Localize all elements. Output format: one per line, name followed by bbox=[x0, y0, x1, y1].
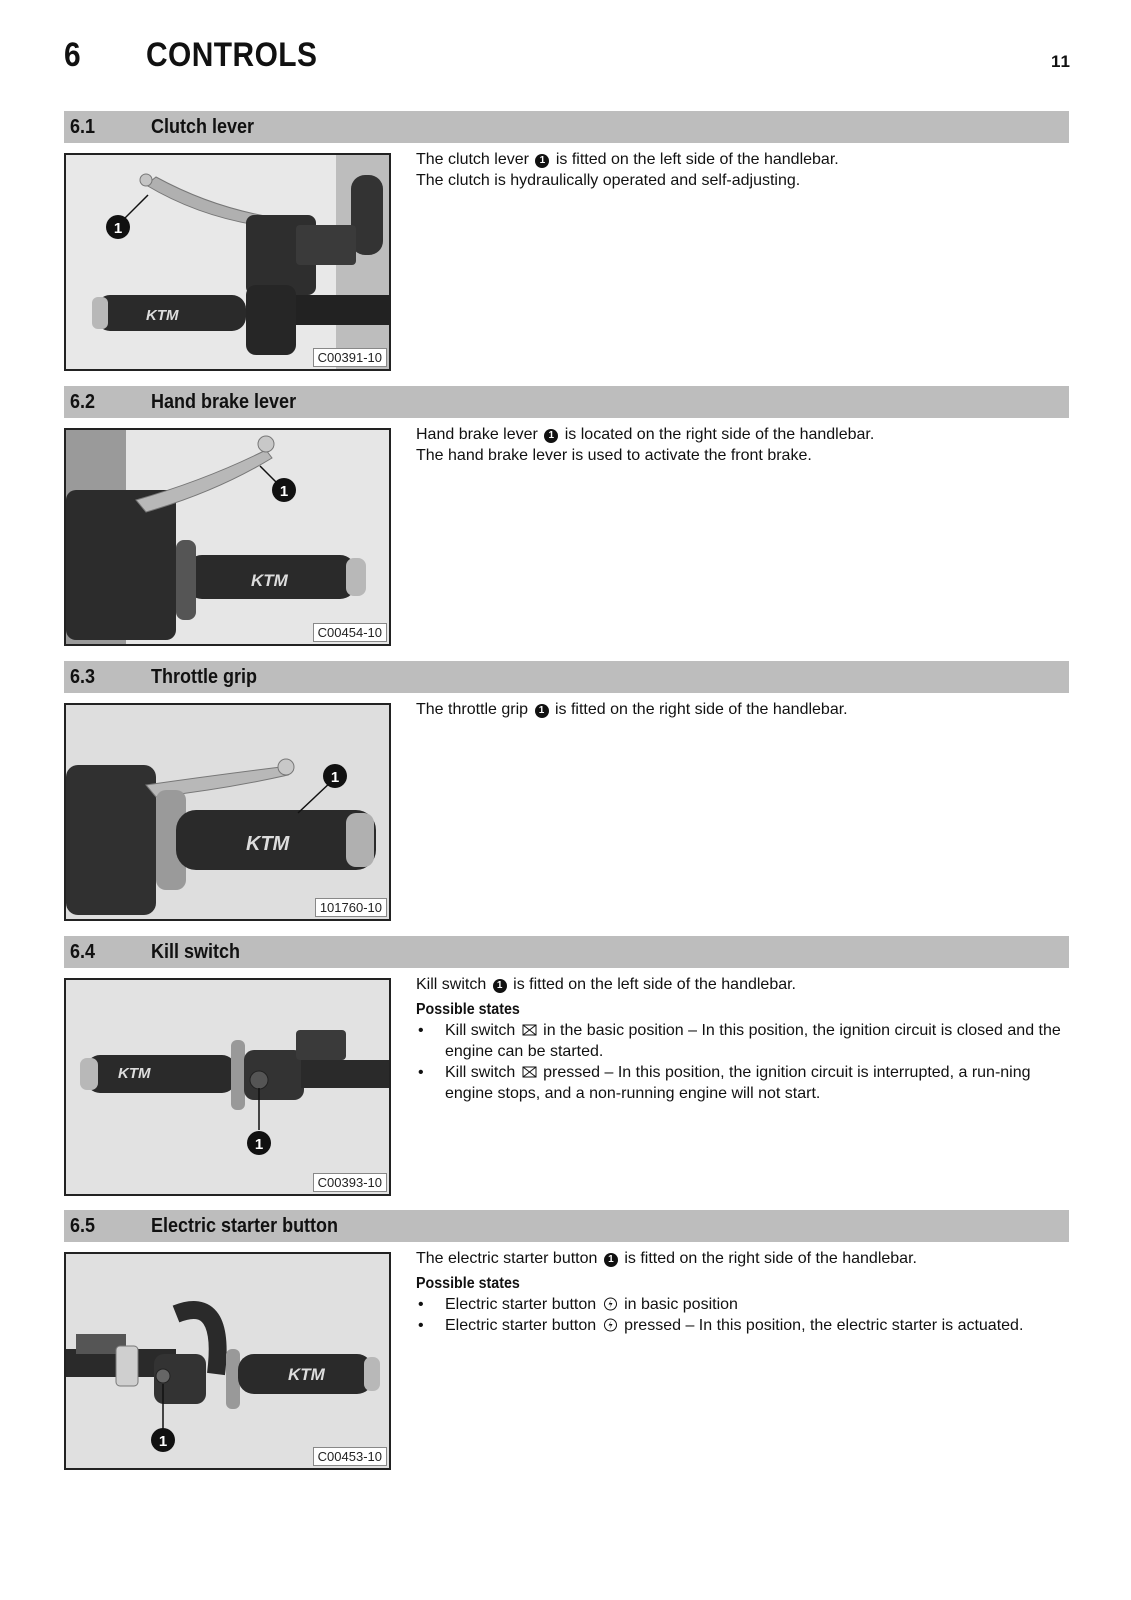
kill-switch-icon bbox=[522, 1065, 537, 1079]
kill-switch-photo bbox=[64, 978, 391, 1196]
text-fragment: is fitted on the right side of the handlebar. bbox=[554, 701, 848, 718]
callout-marker: 1 bbox=[279, 483, 289, 500]
section-heading-bar bbox=[64, 936, 1069, 968]
clutch-lever-photo bbox=[64, 153, 391, 371]
possible-states-label: Possible states bbox=[416, 1275, 520, 1292]
section-number: 6.4 bbox=[70, 941, 96, 963]
states-list bbox=[416, 1294, 1066, 1336]
list-item bbox=[416, 1315, 1066, 1336]
figure-code: C00393-10 bbox=[313, 1173, 387, 1192]
section-hand-brake-lever bbox=[64, 386, 1069, 640]
paragraph bbox=[416, 699, 1066, 720]
text-fragment: Kill switch bbox=[416, 976, 487, 993]
paragraph: The clutch is hydraulically operated and self-adjusting. bbox=[416, 172, 801, 189]
callout-1-icon: 1 bbox=[544, 429, 558, 443]
throttle-grip-photo bbox=[64, 703, 391, 921]
section-heading-bar bbox=[64, 111, 1069, 143]
electric-starter-icon bbox=[603, 1318, 618, 1332]
electric-starter-button-photo bbox=[64, 1252, 391, 1470]
text-fragment: The clutch lever bbox=[416, 151, 529, 168]
text-fragment: The throttle grip bbox=[416, 701, 529, 718]
section-text bbox=[416, 699, 1066, 720]
section-kill-switch bbox=[64, 936, 1069, 1190]
text-fragment: is fitted on the right side of the handlebar. bbox=[624, 1250, 917, 1267]
figure-code: 101760-10 bbox=[315, 898, 387, 917]
kill-switch-icon bbox=[522, 1023, 537, 1037]
states-list bbox=[416, 1020, 1066, 1104]
figure-code: C00454-10 bbox=[313, 623, 387, 642]
section-number: 6.5 bbox=[70, 1215, 96, 1237]
paragraph bbox=[416, 424, 1066, 445]
section-title: Kill switch bbox=[151, 941, 241, 963]
figure-code: C00391-10 bbox=[313, 348, 387, 367]
section-title: Clutch lever bbox=[151, 116, 255, 138]
text-fragment: in basic position bbox=[624, 1296, 738, 1313]
text-fragment: pressed – In this position, the electric starter is actuated. bbox=[624, 1317, 1024, 1334]
text-fragment: Hand brake lever bbox=[416, 426, 538, 443]
figure-code: C00453-10 bbox=[313, 1447, 387, 1466]
callout-marker: 1 bbox=[113, 220, 123, 237]
callout-1-icon: 1 bbox=[493, 979, 507, 993]
text-fragment: in the basic position – In this position, the ignition circuit is closed and the engine can be started. bbox=[445, 1022, 1061, 1060]
text-fragment: is located on the right side of the handlebar. bbox=[564, 426, 875, 443]
section-heading-bar bbox=[64, 661, 1069, 693]
chapter-title: CONTROLS bbox=[146, 36, 318, 74]
svg-text:KTM: KTM bbox=[288, 1365, 325, 1384]
section-heading-bar bbox=[64, 1210, 1069, 1242]
section-clutch-lever bbox=[64, 111, 1069, 365]
text-fragment: pressed – In this position, the ignition circuit is interrupted, a run-ning engine stops, and a non-running engine will not start. bbox=[445, 1064, 1031, 1102]
section-number: 6.2 bbox=[70, 391, 96, 413]
paragraph bbox=[416, 1248, 1066, 1269]
possible-states-label: Possible states bbox=[416, 1001, 520, 1018]
section-electric-starter-button bbox=[64, 1210, 1069, 1464]
section-text bbox=[416, 974, 1066, 1104]
callout-1-icon: 1 bbox=[604, 1253, 618, 1267]
text-fragment: is fitted on the left side of the handlebar. bbox=[555, 151, 839, 168]
svg-text:KTM: KTM bbox=[251, 571, 288, 590]
text-fragment: Electric starter button bbox=[445, 1317, 597, 1334]
section-text bbox=[416, 1248, 1066, 1336]
section-title: Throttle grip bbox=[151, 666, 257, 688]
section-number: 6.1 bbox=[70, 116, 96, 138]
paragraph bbox=[416, 149, 1066, 170]
list-item bbox=[416, 1294, 1066, 1315]
section-number: 6.3 bbox=[70, 666, 96, 688]
svg-text:KTM: KTM bbox=[118, 1065, 151, 1082]
paragraph bbox=[416, 974, 1066, 995]
text-fragment: is fitted on the left side of the handlebar. bbox=[513, 976, 796, 993]
list-item bbox=[416, 1062, 1066, 1104]
list-item bbox=[416, 1020, 1066, 1062]
svg-text:KTM: KTM bbox=[146, 307, 179, 324]
callout-1-icon: 1 bbox=[535, 704, 549, 718]
text-fragment: Electric starter button bbox=[445, 1296, 597, 1313]
section-throttle-grip bbox=[64, 661, 1069, 915]
svg-text:KTM: KTM bbox=[246, 833, 290, 855]
callout-1-icon: 1 bbox=[535, 154, 549, 168]
section-title: Electric starter button bbox=[151, 1215, 339, 1237]
chapter-number: 6 bbox=[64, 36, 82, 74]
section-title: Hand brake lever bbox=[151, 391, 297, 413]
callout-marker: 1 bbox=[330, 769, 340, 786]
section-text bbox=[416, 149, 1066, 191]
hand-brake-lever-photo bbox=[64, 428, 391, 646]
section-text bbox=[416, 424, 1066, 466]
callout-marker: 1 bbox=[158, 1433, 168, 1450]
text-fragment: Kill switch bbox=[445, 1022, 516, 1039]
callout-marker: 1 bbox=[254, 1136, 264, 1153]
page-number: 11 bbox=[1051, 52, 1071, 71]
electric-starter-icon bbox=[603, 1297, 618, 1311]
text-fragment: Kill switch bbox=[445, 1064, 516, 1081]
paragraph: The hand brake lever is used to activate the front brake. bbox=[416, 447, 812, 464]
section-heading-bar bbox=[64, 386, 1069, 418]
text-fragment: The electric starter button bbox=[416, 1250, 598, 1267]
